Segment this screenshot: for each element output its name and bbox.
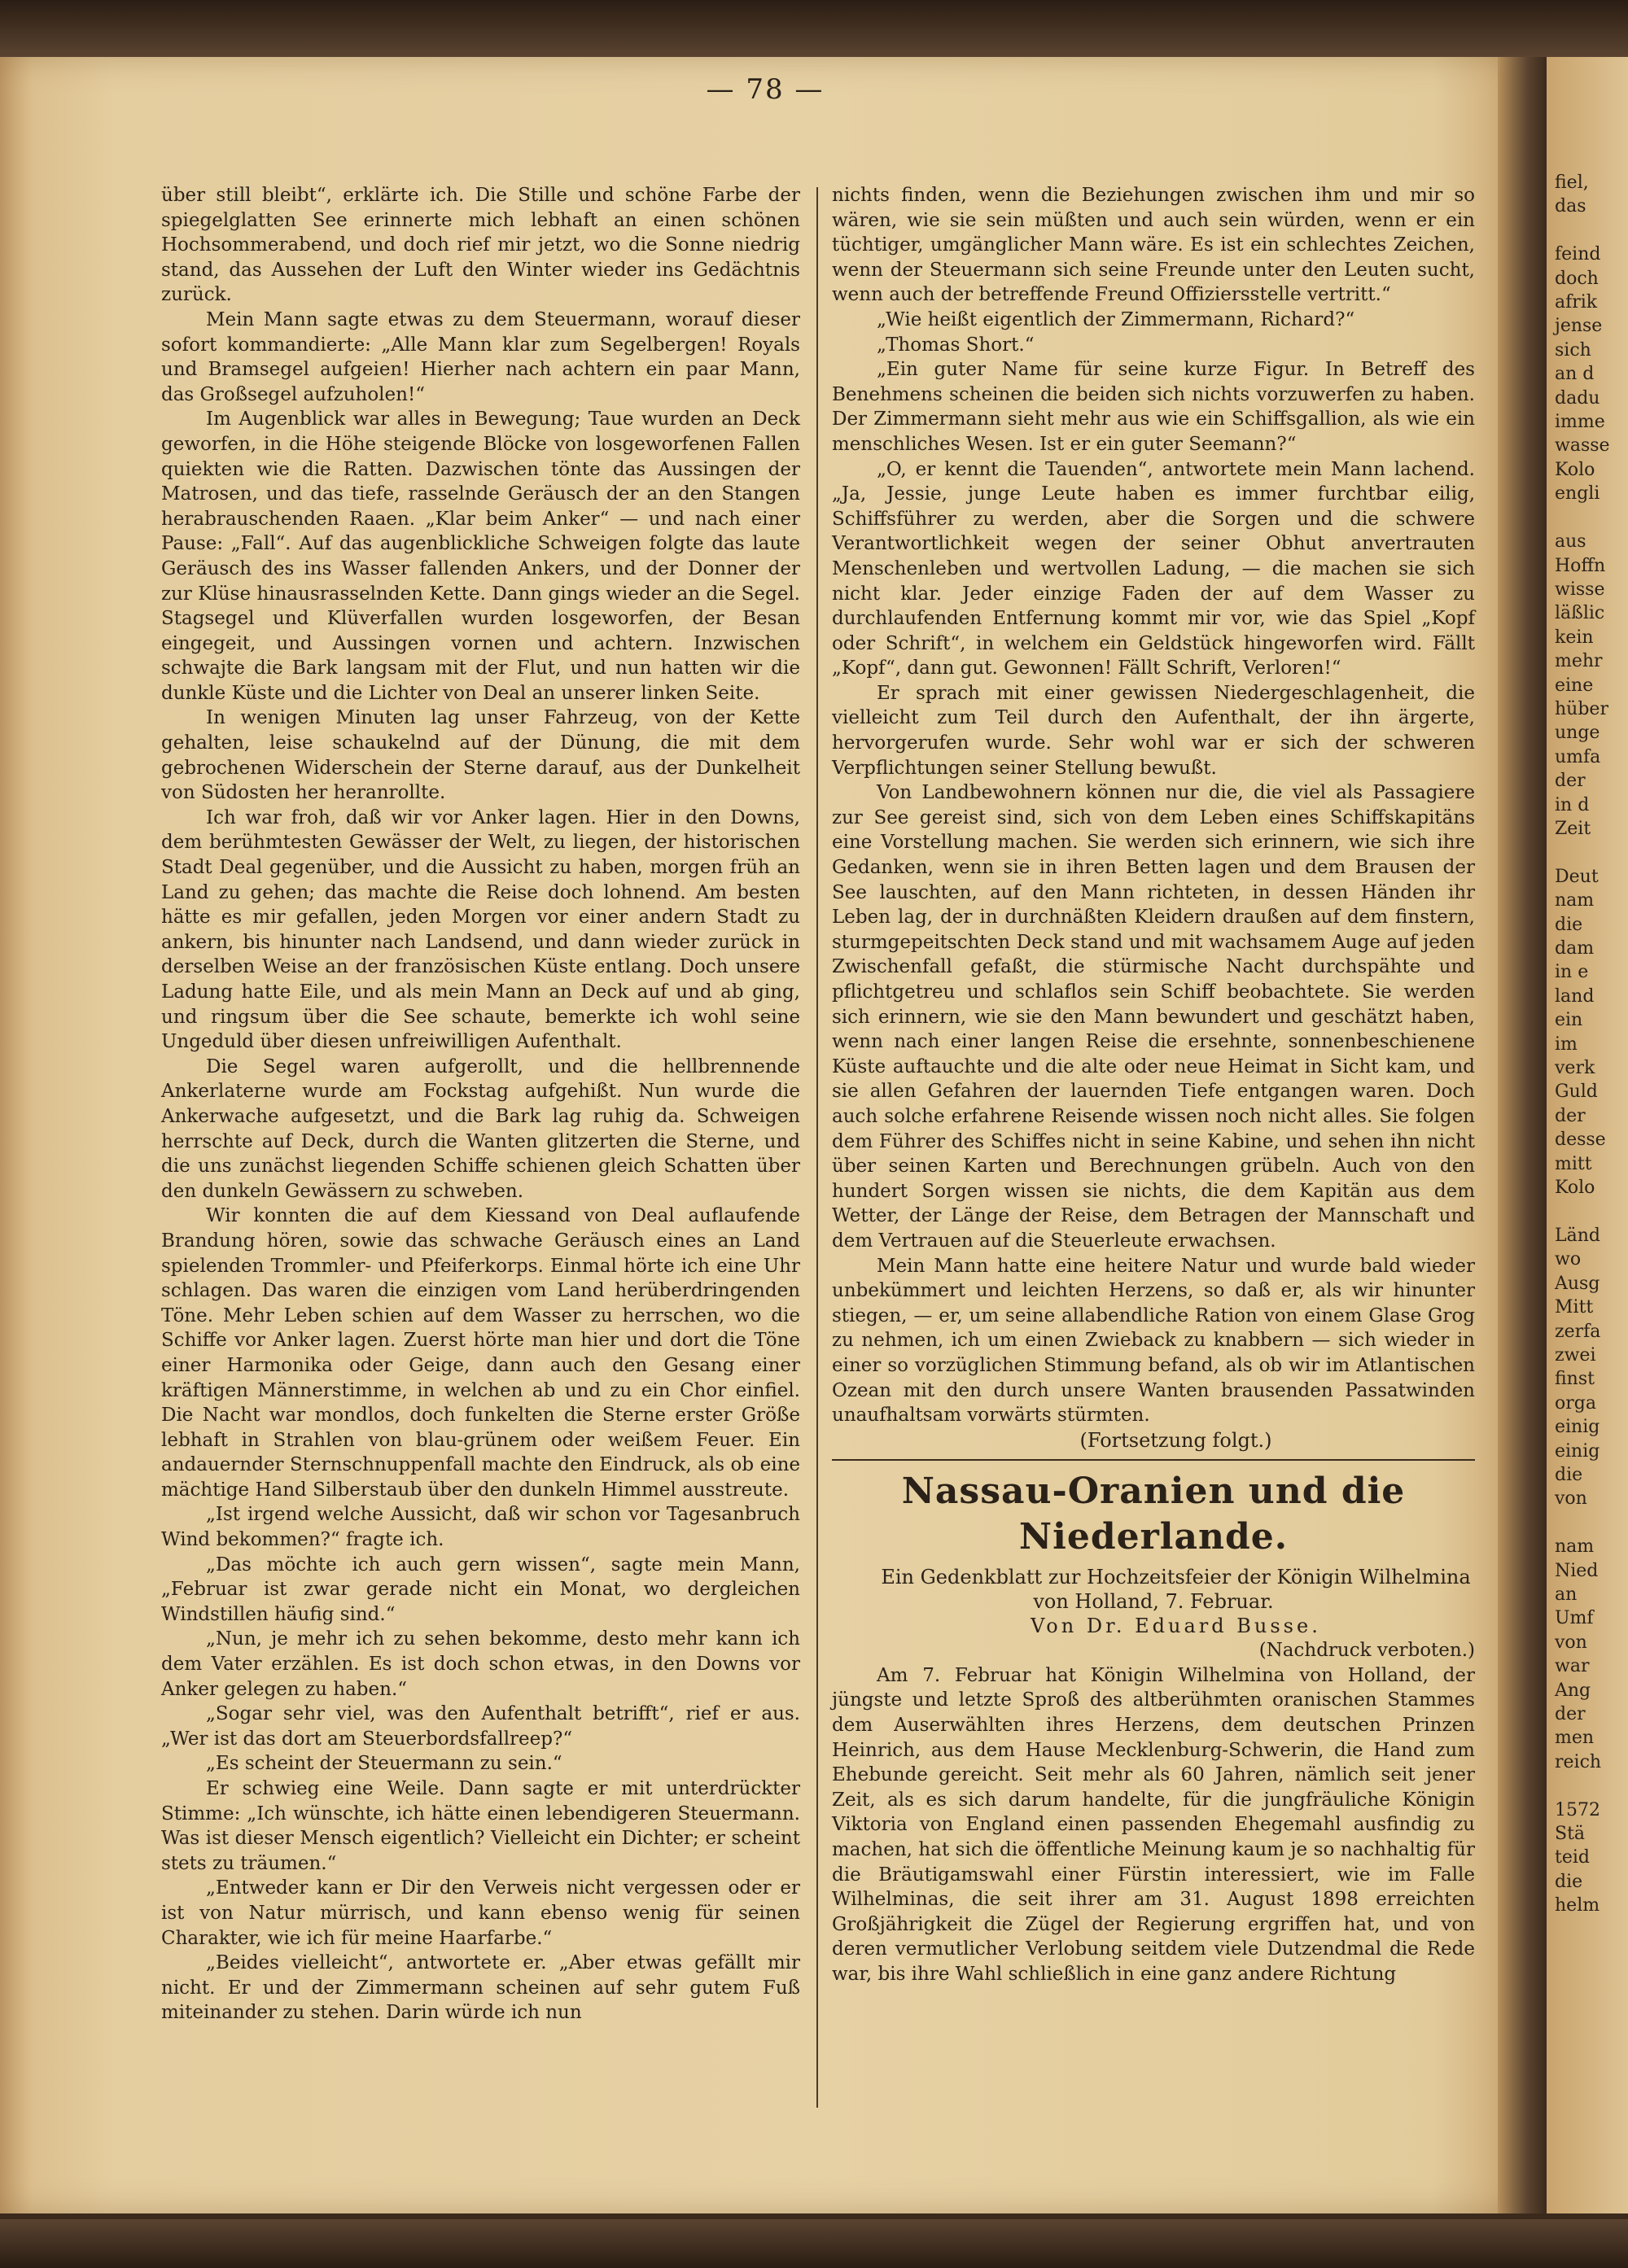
- scanner-bed-bottom: [0, 2219, 1628, 2268]
- adjacent-page-fragment: engli: [1555, 483, 1600, 505]
- adjacent-page-fragment: reich: [1555, 1751, 1602, 1772]
- adjacent-page-fragment: zerfa: [1555, 1321, 1601, 1342]
- adjacent-page-fragment: das: [1555, 196, 1586, 217]
- adjacent-page-fragment: fiel,: [1555, 173, 1589, 193]
- adjacent-page-fragment: zwei: [1555, 1344, 1596, 1366]
- adjacent-page-fragment: feind: [1555, 244, 1601, 265]
- paragraph: „Ist irgend welche Aussicht, daß wir schon vor Tagesanbruch Wind bekommen?“ fragte ich.: [161, 1504, 800, 1551]
- adjacent-page-fragment: mitt: [1555, 1153, 1592, 1174]
- adjacent-page-fragment: [1547, 841, 1628, 864]
- adjacent-page-fragment: [1547, 506, 1628, 530]
- adjacent-page-fragment: Umf: [1555, 1608, 1594, 1629]
- adjacent-page-fragment: Mitt: [1555, 1297, 1594, 1318]
- adjacent-page-fragment: desse: [1555, 1130, 1606, 1151]
- article-body: Am 7. Februar hat Königin Wilhelmina von Holland, der jüngste und letzte Sproß des altberühmten oranischen Stammes dem Auserwählten ihres Herzens, dem deutschen Prinzen Heinrich, aus dem Hause Mecklenburg-Schwerin, die Hand zum Ehebunde gereicht. Seit mehr als 60 Jahren, nämlich seit jener Zeit, als es sich darum handelte, für die jungfräuliche Königin Viktoria von England einen passenden Ehegemahl ausfindig zu machen, hat sich die öffentliche Meinung kaum je so nachhaltig für die Bräutigamswahl einer Fürstin interessiert, wie im Falle Wilhelminas, die seit ihrer am 31. August 1898 erreichten Großjährigkeit die Zügel der Regierung ergriffen hat, und von deren vermutlicher Verlobung seitdem viele Dutzendmal die Rede war, bis ihre Wahl schließlich in eine ganz andere Richtung: [832, 1664, 1475, 1985]
- adjacent-page-fragment: Kolo: [1555, 1178, 1595, 1199]
- adjacent-page-fragment: Kolo: [1555, 459, 1595, 480]
- paragraph: „Sogar sehr viel, was den Aufenthalt betrifft“, rief er aus. „Wer ist das dort am Steuerbordsfallreep?“: [161, 1703, 800, 1750]
- adjacent-page-fragment: an d: [1555, 364, 1595, 385]
- adjacent-page-fragment: Ang: [1555, 1680, 1591, 1701]
- adjacent-page-fragment: der: [1555, 771, 1586, 792]
- paragraph: „Thomas Short.“: [877, 334, 1035, 356]
- adjacent-page-fragment: der: [1555, 1105, 1586, 1126]
- paragraph: „Beides vielleicht“, antwortete er. „Aber etwas gefällt mir nicht. Er und der Zimmermann scheinen auf sehr gutem Fuß miteinander zu stehen. Darin würde ich nun: [161, 1952, 800, 2024]
- adjacent-page-fragment: Nied: [1555, 1560, 1599, 1581]
- adjacent-page-edge: [1547, 57, 1628, 2213]
- adjacent-page-fragment: umfa: [1555, 746, 1601, 767]
- adjacent-page-fragment: einig: [1555, 1440, 1600, 1462]
- book-gutter: [1498, 57, 1547, 2213]
- adjacent-page-fragment: einig: [1555, 1417, 1600, 1438]
- adjacent-page-fragment: dadu: [1555, 387, 1600, 409]
- adjacent-page-fragment: helm: [1555, 1895, 1600, 1916]
- article-subtitle: Ein Gedenkblatt zur Hochzeitsfeier der Königin Wilhelmina von Holland, 7. Februar.: [881, 1566, 1471, 1614]
- paragraph: Ich war froh, daß wir vor Anker lagen. Hier in den Downs, dem berühmtesten Gewässer der Welt, zu liegen, der historischen Stadt Deal gegenüber, und die Aussicht zu haben, morgen früh an Land zu gehen; das machte die Reise doch lohnend. Am besten hätte es mir gefallen, jeden Morgen vor einer andern Stadt zu ankern, bis hinunter nach Landsend, und dann wieder zurück in derselben Weise an der französischen Küste entlang. Doch unsere Ladung hatte Eile, und als mein Mann an Deck auf und ab ging, und ringsum über die See schaute, bemerkte ich wohl seine Ungeduld über diesen unfreiwilligen Aufenthalt.: [161, 806, 800, 1053]
- adjacent-page-fragment: land: [1555, 985, 1595, 1007]
- adjacent-page-fragment: verk: [1555, 1058, 1595, 1079]
- paragraph: „Nun, je mehr ich zu sehen bekomme, desto mehr kann ich dem Vater erzählen. Es ist doch schon etwas, in den Downs vor Anker gelegen zu haben.“: [161, 1628, 800, 1700]
- adjacent-page-fragment: teid: [1555, 1847, 1590, 1868]
- adjacent-page-fragment: finst: [1555, 1369, 1595, 1390]
- adjacent-page-fragment: unge: [1555, 723, 1600, 744]
- adjacent-page-fragment: Deut: [1555, 866, 1599, 887]
- adjacent-page-fragment: Ausg: [1555, 1273, 1600, 1294]
- paragraph: „Das möchte ich auch gern wissen“, sagte mein Mann, „Februar ist zwar gerade nicht ein Monat, wo dergleichen Windstillen häufig sind.“: [161, 1554, 800, 1625]
- adjacent-page-fragment: der: [1555, 1704, 1586, 1724]
- adjacent-page-fragment: Zeit: [1555, 818, 1591, 839]
- adjacent-page-fragment: von: [1555, 1488, 1587, 1510]
- adjacent-page-fragment: im: [1555, 1033, 1578, 1055]
- adjacent-page-fragment: jense: [1555, 316, 1603, 337]
- article-separator: [832, 1459, 1475, 1461]
- adjacent-page-fragment: eine: [1555, 675, 1594, 696]
- paragraph: Er schwieg eine Weile. Dann sagte er mit unterdrückter Stimme: „Ich wünschte, ich hätte einen lebendigeren Steuermann. Was ist dieser Mensch eigentlich? Vielleicht ein Dichter; er scheint stets zu träumen.“: [161, 1778, 800, 1874]
- paragraph: Im Augenblick war alles in Bewegung; Taue wurden an Deck geworfen, in die Höhe steigende Blöcke von losgeworfenen Fallen quiekten wie die Ratten. Dazwischen tönte das Aussingen der Matrosen, und das tiefe, rasselnde Geräusch der an den Stangen herabrauschenden Raaen. „Klar beim Anker“ — und nach einer Pause: „Fall“. Auf das augenblickliche Schweigen folgte das laute Geräusch des ins Wasser fallenden Ankers, und der Donner der zur Klüse hinausrasselnden Kette. Dann gings wieder an die Segel. Stagsegel und Klüverfallen wurden losgeworfen, der Besan eingegeit, und Aussingen vornen und achtern. Inzwischen schwajte die Bark langsam mit der Flut, und nun hatten wir die dunkle Küste und die Lichter von Deal an unserer linken Seite.: [161, 409, 800, 704]
- adjacent-page-fragment: ein: [1555, 1010, 1583, 1031]
- adjacent-page-fragment: Hoffn: [1555, 555, 1606, 576]
- adjacent-page-fragment: [1547, 1200, 1628, 1223]
- adjacent-page-fragment: die: [1555, 1464, 1583, 1485]
- reprint-note: (Nachdruck verboten.): [1258, 1640, 1475, 1662]
- adjacent-page-fragment: Stä: [1555, 1824, 1586, 1845]
- adjacent-page-fragment: 1572: [1555, 1799, 1600, 1820]
- article-author: Von Dr. Eduard Busse.: [1031, 1615, 1321, 1638]
- adjacent-page-fragment: dam: [1555, 938, 1595, 959]
- page-number: — 78 —: [706, 73, 825, 106]
- adjacent-page-fragment: Guld: [1555, 1082, 1598, 1103]
- adjacent-page-fragment: die: [1555, 914, 1583, 935]
- article-title: Nassau-Oranien und die Niederlande.: [901, 1470, 1406, 1558]
- adjacent-page-fragment: Länd: [1555, 1225, 1600, 1246]
- adjacent-page-fragment: [1547, 219, 1628, 243]
- adjacent-page-fragment: war: [1555, 1656, 1590, 1677]
- paragraph: „Entweder kann er Dir den Verweis nicht vergessen oder er ist von Natur mürrisch, und kann ebenso wenig für seinen Charakter, wie ich für meine Haarfarbe.“: [161, 1877, 800, 1949]
- paragraph: Wir konnten die auf dem Kiessand von Deal auflaufende Brandung hören, sowie das schwache Geräusch eines an Land spielenden Trommler- und Pfeiferkorps. Einmal hörte ich eine Uhr schlagen. Das waren die einzigen vom Land herüberdringenden Töne. Mehr Leben schien auf dem Wasser zu herrschen, wo die Schiffe vor Anker lagen. Zuerst hörte man hier und dort die Töne einer Harmonika oder Geige, dann auch den Gesang einer kräftigen Männerstimme, in welchen ab und zu ein Chor einfiel. Die Nacht war mondlos, doch funkelten die Sterne erster Größe lebhaft in Strahlen von blau-grünem oder weißem Feuer. Ein andauernder Sternschnuppenfall machte den Eindruck, als ob eine mächtige Hand Silberstaub über den dunkeln Himmel ausstreute.: [161, 1205, 800, 1501]
- adjacent-page-fragment: kein: [1555, 627, 1594, 648]
- adjacent-page-fragment: von: [1555, 1632, 1587, 1653]
- adjacent-page-fragment: läßlic: [1555, 603, 1605, 624]
- adjacent-page-fragment: aus: [1555, 531, 1586, 553]
- paragraph: Mein Mann hatte eine heitere Natur und wurde bald wieder unbekümmert und leichten Herzens, so daß er, als wir hinunter stiegen, — er, um seine allabendliche Ration von einem Glase Grog zu nehmen, ich um einen Zwieback zu knabbern — sich wieder in einer so vorzüglichen Stimmung befand, als ob wir im Atlantischen Ozean mit den durch unsere Wanten brausenden Passatwinden unaufhaltsam vorwärts stürmten.: [832, 1255, 1475, 1427]
- adjacent-page-fragment: mehr: [1555, 651, 1603, 672]
- adjacent-page-fragment: sich: [1555, 339, 1591, 361]
- paragraph: über still bleibt“, erklärte ich. Die Stille und schöne Farbe der spiegelglatten See erinnerte mich lebhaft an einen schönen Hochsommerabend, und doch rief mir jetzt, wo die Sonne niedrig stand, das Aussehen der Luft den Winter wieder ins Gedächtnis zurück.: [161, 185, 800, 306]
- adjacent-page-fragment: in e: [1555, 962, 1589, 983]
- adjacent-page-fragment: nam: [1555, 890, 1595, 911]
- adjacent-page-fragment: wasse: [1555, 435, 1610, 457]
- paragraph: Von Landbewohnern können nur die, die viel als Passagiere zur See gereist sind, sich von dem Leben eines Schiffskapitäns eine Vorstellung machen. Sie werden sich erinnern, wie sich ihre Gedanken, wenn sie in ihren Betten lagen und dem Brausen der See lauschten, auf den Mann richteten, in dessen Händen ihr Leben lag, der in durchnäßten Kleidern draußen auf dem finstern, sturmgepeitschten Deck stand und mit wachsamem Auge auf jeden Zwischenfall gefaßt, die stürmische Nacht durchspähte und pflichtgetreu und schlaflos sein Schiff beobachtete. Sie werden sich erinnern, wie sie den Mann bewundert und geschätzt haben, wenn nach einer langen Reise die ersehnte, sonnenbeschienene Küste auftauchte und die alte oder neue Heimat in Sicht kam, und sie allen Gefahren der lauernden Tiefe entgangen waren. Doch auch solche erfahrene Reisende wissen noch nicht alles. Sie folgen dem Führer des Schiffes nicht in seine Kabine, und sehen ihn nicht über seinen Karten und Berechnungen grübeln. Auch von den hundert Sorgen wissen sie nichts, die dem Kapitän aus dem Wetter, der Länge der Reise, dem Betragen der Mannschaft und dem Vertrauen auf die Steuerleute erwachsen.: [832, 782, 1475, 1252]
- paragraph: „Ein guter Name für seine kurze Figur. In Betreff des Benehmens scheinen die beiden sich nichts vorzuwerfen zu haben. Der Zimmermann sieht mehr aus wie ein Schiffsgallion, als wie ein menschliches Wesen. Ist er ein guter Seemann?“: [832, 359, 1475, 455]
- paragraph: Mein Mann sagte etwas zu dem Steuermann, worauf dieser sofort kommandierte: „Alle Mann klar zum Segelbergen! Royals und Bramsegel aufgeien! Hierher nach achtern ein paar Mann, das Großsegel aufzuholen!“: [161, 308, 800, 405]
- adjacent-page-fragment: men: [1555, 1728, 1595, 1749]
- adjacent-page-fragment: an: [1555, 1584, 1578, 1605]
- adjacent-page-fragment: nam: [1555, 1536, 1595, 1558]
- paragraph: In wenigen Minuten lag unser Fahrzeug, von der Kette gehalten, leise schaukelnd auf der Dünung, die mit dem gebrochenen Widerschein der Sterne darauf, aus der Dunkelheit von Südosten her heranrollte.: [161, 707, 800, 804]
- adjacent-page-fragment: wisse: [1555, 579, 1605, 600]
- paragraph: Er sprach mit einer gewissen Niedergeschlagenheit, die vielleicht zum Teil durch den Aufenthalt, der ihn ärgerte, hervorgerufen wurde. Sehr wohl war er sich der schweren Verpflichtungen seiner Stellung bewußt.: [832, 682, 1475, 779]
- adjacent-page-fragment: wo: [1555, 1249, 1582, 1270]
- adjacent-page-fragment: die: [1555, 1871, 1583, 1892]
- continuation-note: (Fortsetzung folgt.): [1079, 1428, 1272, 1452]
- scanner-bed-top: [0, 0, 1628, 57]
- paragraph: „O, er kennt die Tauenden“, antwortete mein Mann lachend. „Ja, Jessie, junge Leute haben es immer furchtbar eilig, Schiffsführer zu werden, aber die Sorgen und die schwere Verantwortlichkeit wegen der seiner Obhut anvertrauten Menschenleben und wertvollen Ladung, — die machen sie sich nicht klar. Jeder einzige Faden der auf dem Wasser zu durchlaufenden Entfernung kommt mir vor, wie das Spiel „Kopf oder Schrift“, in welchem ein Geldstück hingeworfen wird. Fällt „Kopf“, dann gut. Gewonnen! Fällt Schrift, Verloren!“: [832, 458, 1475, 680]
- right-column: [832, 183, 1475, 1987]
- adjacent-page-fragment: hüber: [1555, 698, 1608, 719]
- adjacent-page-fragment: imme: [1555, 412, 1605, 433]
- adjacent-page-text: [1547, 57, 1628, 1918]
- paragraph: „Wie heißt eigentlich der Zimmermann, Richard?“: [877, 308, 1355, 330]
- adjacent-page-fragment: in d: [1555, 794, 1590, 815]
- paragraph: Die Segel waren aufgerollt, und die hellbrennende Ankerlaterne wurde am Fockstag aufgehißt. Nun wurde die Ankerwache aufgesetzt, und die Bark lag ruhig da. Schweigen herrschte auf Deck, durch die Wanten glitzerten die Sterne, und die uns zunächst liegenden Schiffe schienen gleich Schatten über den dunkeln Gewässern zu schweben.: [161, 1055, 800, 1202]
- paragraph: „Es scheint der Steuermann zu sein.“: [206, 1753, 562, 1775]
- adjacent-page-fragment: [1547, 1774, 1628, 1798]
- adjacent-page-fragment: orga: [1555, 1392, 1596, 1414]
- column-divider: [816, 187, 818, 2108]
- adjacent-page-fragment: afrik: [1555, 292, 1598, 313]
- paragraph: nichts finden, wenn die Beziehungen zwischen ihm und mir so wären, wie sie sein müßten und auch sein würden, wenn er ein tüchtiger, umgänglicher Mann wäre. Es ist ein schlechtes Zeichen, wenn der Steuermann sich seine Freunde unter den Leuten sucht, wenn auch der betreffende Freund Offiziersstelle vertritt.“: [832, 185, 1475, 306]
- adjacent-page-fragment: doch: [1555, 268, 1599, 289]
- adjacent-page-fragment: [1547, 1511, 1628, 1535]
- left-column: [161, 183, 800, 2025]
